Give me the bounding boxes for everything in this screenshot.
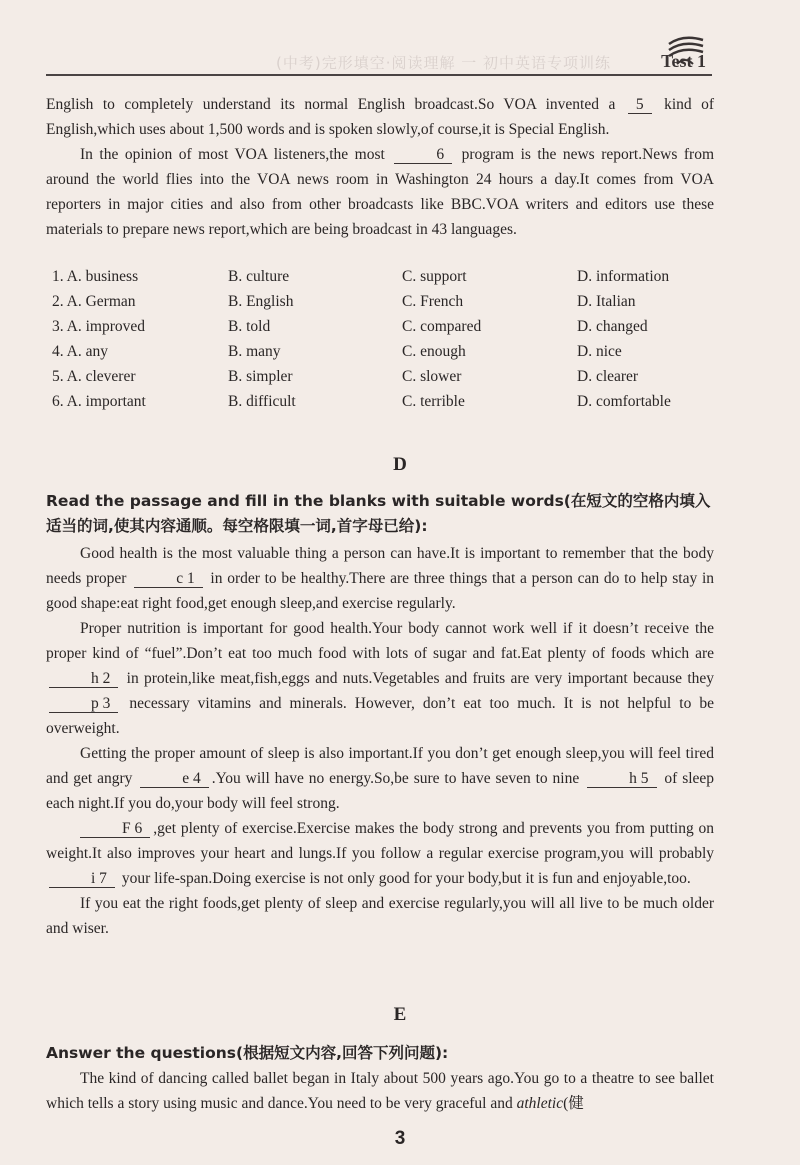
section-e-instruction: Answer the questions(根据短文内容,回答下列问题): bbox=[46, 1044, 449, 1062]
option-row bbox=[52, 314, 692, 339]
option[interactable]: B. many bbox=[228, 343, 281, 360]
option[interactable]: 4. A. any bbox=[52, 343, 108, 360]
blank-5[interactable]: 5 bbox=[628, 96, 652, 114]
option-row bbox=[52, 389, 692, 414]
blank-d6[interactable]: F 6 bbox=[80, 820, 150, 838]
passage-e-italic: athletic bbox=[516, 1095, 564, 1112]
passage-e-text: (健 bbox=[563, 1095, 584, 1112]
passage-c-text: In the opinion of most VOA listeners,the most bbox=[80, 146, 385, 163]
option[interactable]: C. slower bbox=[402, 368, 462, 385]
test-label: Test 1 bbox=[661, 51, 706, 71]
option-row bbox=[52, 364, 692, 389]
option[interactable]: 2. A. German bbox=[52, 293, 136, 310]
option[interactable]: D. comfortable bbox=[577, 393, 671, 410]
option[interactable]: C. terrible bbox=[402, 393, 465, 410]
passage-d-text: ,get plenty of exercise.Exercise makes the body strong and prevents you from putting on weight.It also improves your heart and lungs.If you follow a regular exercise program,you will probably bbox=[46, 820, 714, 862]
passage-d-text: Getting the proper amount of sleep is also important.If you don’t get enough sleep,you will feel tired and get angry bbox=[46, 745, 714, 787]
option[interactable]: D. information bbox=[577, 268, 670, 285]
option-row bbox=[52, 339, 692, 364]
passage-e bbox=[46, 1066, 714, 1116]
option[interactable]: 1. A. business bbox=[52, 268, 139, 285]
passage-c bbox=[46, 92, 714, 242]
option[interactable]: D. nice bbox=[577, 343, 622, 360]
blank-6[interactable]: 6 bbox=[394, 146, 452, 164]
option[interactable]: B. difficult bbox=[228, 393, 296, 410]
option[interactable]: D. changed bbox=[577, 318, 648, 335]
passage-d bbox=[46, 541, 714, 941]
option[interactable]: D. clearer bbox=[577, 368, 639, 385]
book-logo-icon bbox=[663, 34, 709, 70]
option[interactable]: B. simpler bbox=[228, 368, 293, 385]
blank-d2[interactable]: h 2 bbox=[49, 670, 118, 688]
blank-d5[interactable]: h 5 bbox=[587, 770, 656, 788]
blank-d4[interactable]: e 4 bbox=[140, 770, 209, 788]
passage-d-text: in protein,like meat,fish,eggs and nuts.Vegetables and fruits are very important because they bbox=[126, 670, 714, 687]
passage-d-text: .You will have no energy.So,be sure to have seven to nine bbox=[211, 770, 580, 787]
option-row bbox=[52, 264, 692, 289]
passage-d-text: of sleep each night.If you do,your body will feel strong. bbox=[46, 770, 715, 812]
header-rule bbox=[46, 74, 712, 76]
passage-c-text: kind of English,which uses about 1,500 words and is spoken slowly,of course,it is Special English. bbox=[46, 96, 715, 138]
passage-c-text: program is the news report.News from around the world flies into the VOA news room in Washington 24 hours a day.It comes from VOA reporters in major cities and also from other broadcasts like BBC.VOA writers and editors use these materials to prepare news report,which are being broadcast in 43 languages. bbox=[46, 146, 715, 238]
passage-d-text: necessary vitamins and minerals. However, don’t eat too much. It is not helpful to be overweight. bbox=[46, 695, 714, 737]
passage-c-text: English to completely understand its normal English broadcast.So VOA invented a bbox=[46, 96, 616, 113]
answer-options bbox=[52, 264, 692, 414]
passage-e-text: The kind of dancing called ballet began in Italy about 500 years ago.You go to a theatre to see ballet which tells a story using music and dance.You need to be very graceful and bbox=[46, 1070, 714, 1112]
option[interactable]: D. Italian bbox=[577, 293, 636, 310]
option[interactable]: B. told bbox=[228, 318, 271, 335]
passage-d-text: in order to be healthy.There are three things that a person can do to help stay in good shape:eat right food,get enough sleep,and exercise regularly. bbox=[46, 570, 714, 612]
option-row bbox=[52, 289, 692, 314]
passage-d-text: If you eat the right foods,get plenty of sleep and exercise regularly,you will all live to be much older and wiser. bbox=[46, 895, 714, 937]
blank-d7[interactable]: i 7 bbox=[49, 870, 115, 888]
passage-d-text: Proper nutrition is important for good health.Your body cannot work well if it doesn’t receive the proper kind of “fuel”.Don’t eat too much food with lots of sugar and fat.Eat plenty of foods which are bbox=[46, 620, 714, 662]
page-header bbox=[46, 46, 712, 76]
section-letter-d: D bbox=[393, 454, 407, 475]
option[interactable]: 6. A. important bbox=[52, 393, 146, 410]
blank-d3[interactable]: p 3 bbox=[49, 695, 118, 713]
passage-d-text: Good health is the most valuable thing a person can have.It is important to remember that the body needs proper bbox=[46, 545, 714, 587]
option[interactable]: 3. A. improved bbox=[52, 318, 145, 335]
series-title: (中考)完形填空·阅读理解 一 初中英语专项训练 bbox=[276, 54, 612, 72]
option[interactable]: C. compared bbox=[402, 318, 482, 335]
blank-d1[interactable]: c 1 bbox=[134, 570, 203, 588]
option[interactable]: 5. A. cleverer bbox=[52, 368, 136, 385]
option[interactable]: B. culture bbox=[228, 268, 290, 285]
option[interactable]: C. support bbox=[402, 268, 467, 285]
section-letter-e: E bbox=[393, 1004, 407, 1025]
passage-d-text: your life-span.Doing exercise is not only good for your body,but it is fun and enjoyable,too. bbox=[121, 870, 691, 887]
section-d-instruction: Read the passage and fill in the blanks with suitable words(在短文的空格内填入适当的词,使其内容通顺。每空格限填一词,首字母已给): bbox=[46, 492, 711, 535]
option[interactable]: B. English bbox=[228, 293, 294, 310]
option[interactable]: C. French bbox=[402, 293, 464, 310]
option[interactable]: C. enough bbox=[402, 343, 466, 360]
page-number: 3 bbox=[394, 1128, 406, 1149]
